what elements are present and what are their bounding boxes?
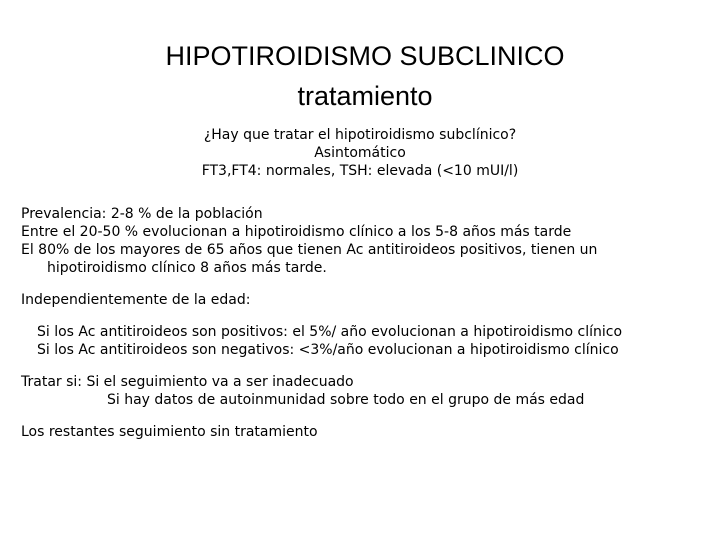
title-line-2: tratamiento (297, 81, 433, 111)
treat-if-line-1: Tratar si: Si el seguimiento va a ser inadecuado (21, 374, 354, 390)
treat-if-line-2: Si hay datos de autoinmunidad sobre todo en el grupo de más edad (107, 392, 585, 408)
antibody-list (21, 323, 701, 359)
asymptomatic-line: Asintomático (314, 145, 406, 161)
rest-text: Los restantes seguimiento sin tratamiento (21, 424, 318, 440)
question-block (0, 126, 720, 180)
positive-antibody-text: Si los Ac antitiroideos son positivos: el 5%/ año evolucionan a hipotiroidismo clínico (37, 324, 623, 340)
slide-title (0, 36, 720, 116)
elderly-text: El 80% de los mayores de 65 años que tienen Ac antitiroideos positivos, tienen un hipotiroidismo clínico 8 años más tarde. (21, 242, 598, 276)
body-content (21, 205, 701, 441)
lab-values-line: FT3,FT4: normales, TSH: elevada (<10 mUI/l) (201, 163, 519, 179)
prevalence-text: Prevalencia: 2-8 % de la población (21, 206, 263, 222)
evolution-text: Entre el 20-50 % evolucionan a hipotiroidismo clínico a los 5-8 años más tarde (21, 224, 572, 240)
negative-antibody-text: Si los Ac antitiroideos son negativos: <3%/año evolucionan a hipotiroidismo clínico (37, 342, 619, 358)
question-line: ¿Hay que tratar el hipotiroidismo subclínico? (203, 127, 517, 143)
age-intro-text: Independientemente de la edad: (21, 292, 251, 308)
title-line-1: HIPOTIROIDISMO SUBCLINICO (165, 41, 565, 71)
